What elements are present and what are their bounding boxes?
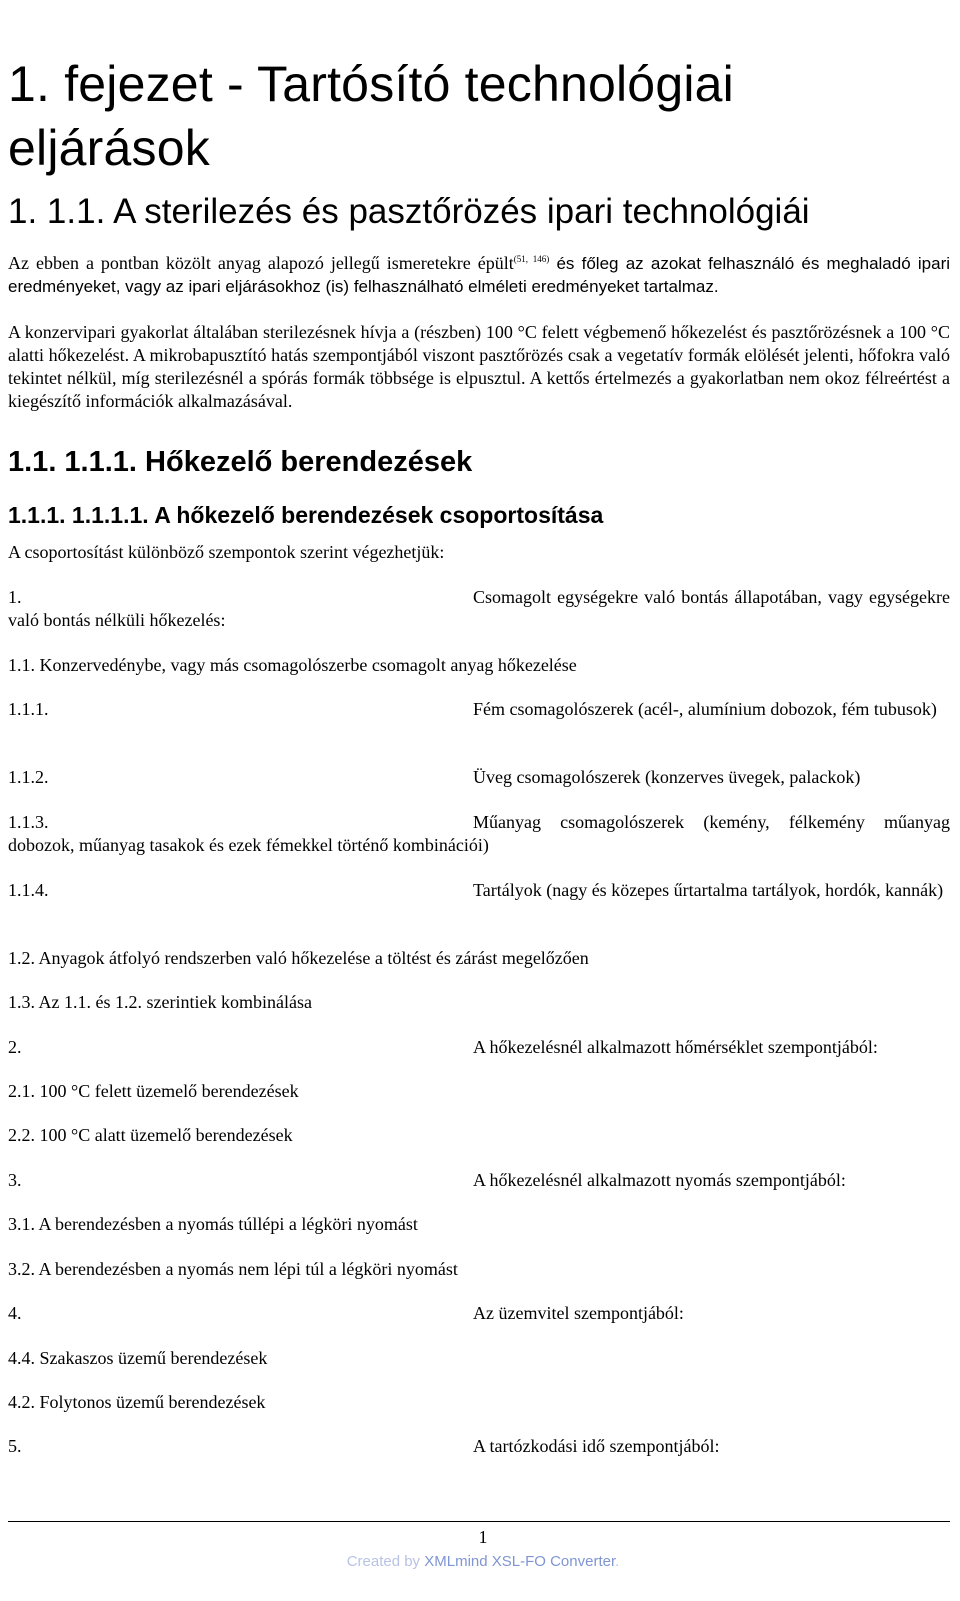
list-item-text: Csomagolt egységekre való bontás állapotában, vagy egységekre való bontás nélküli hőkezelés: bbox=[8, 587, 950, 630]
list-item-number: 1.1.2. bbox=[8, 767, 49, 787]
list-item bbox=[8, 1213, 950, 1236]
list-item bbox=[8, 1302, 950, 1325]
intro-text-part1: Az ebben a pontban közölt anyag alapozó jellegű ismeretekre épült bbox=[8, 253, 514, 273]
list-item-text: 4.4. Szakaszos üzemű berendezések bbox=[8, 1348, 268, 1368]
list-item-text: 2.2. 100 °C alatt üzemelő berendezések bbox=[8, 1125, 293, 1145]
list-item bbox=[8, 1435, 950, 1458]
section-title: 1. 1.1. A sterilezés és pasztőrözés ipari technológiái bbox=[8, 192, 810, 231]
subsubsection-title: 1.1.1. 1.1.1.1. A hőkezelő berendezések csoportosítása bbox=[8, 502, 604, 528]
converter-credit bbox=[8, 1552, 958, 1572]
list-item-text: Az üzemvitel szempontjából: bbox=[473, 1303, 684, 1323]
footer-divider bbox=[8, 1521, 950, 1522]
list-item bbox=[8, 811, 950, 857]
list-item-number: 5. bbox=[8, 1436, 22, 1456]
document-page bbox=[8, 0, 956, 1601]
list-item-number: 1.1.1. bbox=[8, 699, 49, 719]
list-item bbox=[8, 947, 950, 970]
citation: (51, 146) bbox=[513, 254, 550, 264]
list-item-number: 3. bbox=[8, 1170, 22, 1190]
list-item-number: 1.1.3. bbox=[8, 812, 49, 832]
intro-text-part2: és főleg az azokat felhasználó és meghaladó ipari eredményeket, vagy az ipari eljárásokhoz (is) felhasználható elméleti eredményeket tartalmaz. bbox=[8, 254, 951, 296]
list-item bbox=[8, 1258, 950, 1281]
subsection-title: 1.1. 1.1.1. Hőkezelő berendezések bbox=[8, 446, 473, 478]
list-item bbox=[8, 991, 950, 1014]
page-number: 1 bbox=[478, 1527, 488, 1547]
credit-suffix: . bbox=[615, 1553, 620, 1570]
list-item bbox=[8, 879, 950, 902]
sterilization-paragraph: A konzervipari gyakorlat általában sterilezésnek hívja a (részben) 100 °C felett végbemenő hőkezelést és pasztőrözésnek a 100 °C alatti hőkezelést. A mikrobapusztító hatás szempontjából viszont pasztőrözés csak a vegetatív formák elölését jelenti, hőfokra való tekintet nélkül, míg sterilezésnél a spórás formák többsége is elpusztul. A kettős értelmezés a gyakorlatban nem okoz félreértést a kiegészítő információk alkalmazásával. bbox=[8, 322, 950, 411]
list-item-number: 4. bbox=[8, 1303, 22, 1323]
list-item bbox=[8, 1169, 950, 1192]
chapter-title: 1. fejezet - Tartósító technológiai eljárások bbox=[8, 56, 734, 176]
list-item-text: A hőkezelésnél alkalmazott nyomás szempontjából: bbox=[473, 1170, 846, 1190]
credit-prefix: Created by bbox=[346, 1553, 425, 1570]
list-item bbox=[8, 1080, 950, 1103]
list-item-text: 4.2. Folytonos üzemű berendezések bbox=[8, 1392, 266, 1412]
list-item-text: Fém csomagolószerek (acél-, alumínium dobozok, fém tubusok) bbox=[473, 699, 937, 719]
list-item-number: 2. bbox=[8, 1037, 22, 1057]
list-item bbox=[8, 654, 950, 677]
list-item bbox=[8, 1347, 950, 1370]
list-item-text: 1.3. Az 1.1. és 1.2. szerintiek kombinálása bbox=[8, 992, 312, 1012]
list-item-text: Üveg csomagolószerek (konzerves üvegek, palackok) bbox=[473, 767, 861, 787]
grouping-intro: A csoportosítást különböző szempontok szerint végezhetjük: bbox=[8, 542, 445, 562]
list-item-text: 3.1. A berendezésben a nyomás túllépi a légköri nyomást bbox=[8, 1214, 418, 1234]
list-item bbox=[8, 586, 950, 632]
list-item-number: 1.1.4. bbox=[8, 880, 49, 900]
list-item-text: 2.1. 100 °C felett üzemelő berendezések bbox=[8, 1081, 299, 1101]
list-item-number: 1. bbox=[8, 587, 22, 607]
list-item bbox=[8, 698, 950, 721]
list-item-text: Műanyag csomagolószerek (kemény, félkemény műanyag dobozok, műanyag tasakok és ezek fémekkel történő kombinációi) bbox=[8, 812, 950, 855]
list-item-text: A hőkezelésnél alkalmazott hőmérséklet szempontjából: bbox=[473, 1037, 878, 1057]
list-item bbox=[8, 1036, 950, 1059]
list-item-text: Tartályok (nagy és közepes űrtartalma tartályok, hordók, kannák) bbox=[473, 880, 944, 900]
intro-paragraph bbox=[8, 252, 950, 298]
list-item-text: 1.1. Konzervedénybe, vagy más csomagolószerbe csomagolt anyag hőkezelése bbox=[8, 655, 577, 675]
list-item-text: A tartózkodási idő szempontjából: bbox=[473, 1436, 720, 1456]
list-item bbox=[8, 1391, 950, 1414]
list-item-text: 3.2. A berendezésben a nyomás nem lépi túl a légköri nyomást bbox=[8, 1259, 458, 1279]
list-item-text: 1.2. Anyagok átfolyó rendszerben való hőkezelése a töltést és zárást megelőzően bbox=[8, 948, 589, 968]
list-item bbox=[8, 766, 950, 789]
converter-link[interactable]: XMLmind XSL-FO Converter bbox=[424, 1553, 616, 1570]
list-item bbox=[8, 1124, 950, 1147]
